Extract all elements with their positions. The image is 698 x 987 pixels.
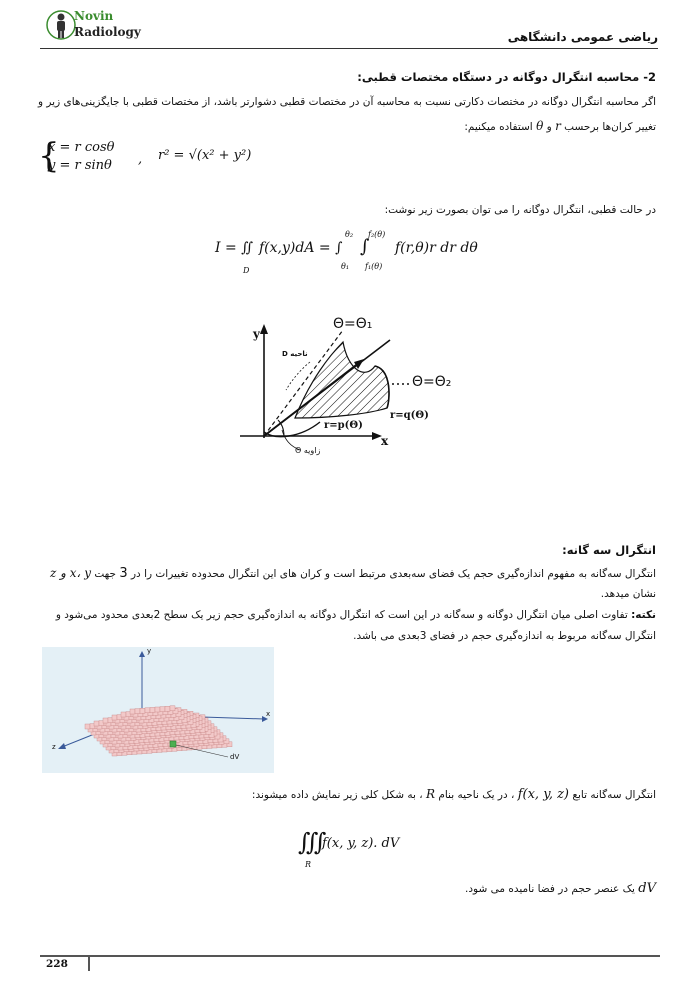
inner-integral-sign: ∫ — [360, 236, 370, 257]
label-rq: r=q(Θ) — [390, 410, 429, 421]
header-rule — [40, 48, 658, 49]
volume-cube — [135, 709, 140, 714]
y-axis-arrow — [260, 324, 268, 334]
volume-cube — [170, 706, 175, 711]
text-fragment: جهت — [94, 568, 117, 580]
label-theta1: Θ=Θ₁ — [333, 316, 373, 332]
volume-cube — [160, 707, 165, 712]
text-fragment: انتگرال سه‌گانه به مفهوم اندازه‌گیری حجم یک فضای سه‌بعدی مرتبط است و کران های این انتگرال محدوده تغییرات را در — [130, 568, 656, 580]
var-r: r — [555, 119, 561, 133]
lower-limit-theta1: θ₁ — [341, 262, 350, 271]
volume-cube — [121, 712, 126, 717]
hatched-region — [295, 342, 389, 418]
equation-x: x = r cosθ — [48, 140, 115, 155]
label-x: x — [381, 434, 389, 448]
logo — [46, 6, 156, 46]
volume-cube — [145, 708, 150, 713]
var-theta: θ — [536, 119, 544, 133]
integral-rhs: f(r,θ)r dr dθ — [395, 240, 478, 256]
book-title: ریاضی عمومی دانشگاهی — [507, 30, 658, 44]
volume-cube — [112, 715, 117, 720]
paragraph-line: نشان میدهد. — [600, 588, 656, 600]
polar-region-figure — [240, 310, 480, 470]
fig-label-z: z — [52, 743, 56, 751]
text-fragment: تغییر کران‌ها برحسب — [564, 121, 656, 133]
polar-diagram — [240, 310, 480, 470]
cube-stack — [85, 706, 232, 756]
paragraph-line — [36, 563, 656, 585]
text-fragment: 3 — [119, 566, 128, 581]
integral-subscript-d: D — [243, 266, 250, 275]
triple-subscript-r: R — [305, 860, 312, 869]
section-heading: 2- محاسبه انتگرال دوگانه در دستگاه مختصات قطبی: — [357, 70, 656, 84]
fig-label-dv: dV — [230, 753, 240, 761]
dv-line — [256, 878, 656, 900]
volume-cube — [140, 708, 145, 713]
lower-limit-f1: f₁(θ) — [365, 262, 383, 271]
triple-expr: f(x, y, z). dV — [322, 836, 400, 851]
note-line: انتگرال سه‌گانه مربوط به اندازه‌گیری حجم در فضای 3بعدی می باشد. — [353, 630, 656, 642]
volume-cube — [130, 709, 135, 714]
function-line — [56, 784, 656, 806]
integral-mid: f(x,y)dA = ∫ — [259, 240, 343, 256]
text-fragment: ، در یک ناحیه بنام — [438, 789, 515, 801]
equation-y: y = r sinθ — [48, 158, 112, 173]
text-fragment: تفاوت اصلی میان انتگرال دوگانه و سه‌گانه در این است که انتگرال دوگانه به اندازه‌گیری حجم زیر یک سطح 2بعدی محدود می‌شود و — [55, 609, 628, 621]
label-rp: r=p(Θ) — [324, 420, 363, 431]
paragraph-line — [56, 116, 656, 138]
vars-xyz: x، y و z — [50, 566, 92, 580]
func-expr: f(x, y, z) — [517, 787, 570, 802]
region-r: R — [425, 787, 436, 801]
label-theta2: Θ=Θ₂ — [412, 374, 452, 390]
z-axis-arrow — [58, 743, 66, 749]
note-line — [36, 605, 656, 626]
volume-cube — [85, 724, 90, 729]
fig-label-y: y — [147, 647, 152, 655]
upper-limit-f2: f₂(θ) — [368, 230, 386, 239]
integral-lhs: I = ∬ — [215, 240, 254, 256]
dv-var: dV — [638, 881, 656, 896]
brace: { — [38, 136, 60, 176]
text-fragment: انتگرال سه‌گانه تابع — [572, 789, 656, 801]
volume-cube — [94, 721, 99, 726]
text-fragment: یک عنصر حجم در فضا نامیده می شود. — [465, 883, 635, 895]
dv-cube — [170, 741, 176, 747]
triple-integral-sign: ∭ — [298, 828, 327, 856]
volume-cube — [103, 718, 108, 723]
equation-separator: , — [138, 152, 143, 167]
footer-rule — [40, 955, 660, 957]
triple-heading: انتگرال سه گانه: — [562, 543, 656, 557]
volume-cube — [155, 707, 160, 712]
logo-line2: Radiology — [74, 25, 141, 39]
note-label: نکته: — [631, 609, 656, 621]
label-angle: زاویه Θ — [295, 446, 321, 455]
fig-label-x: x — [266, 710, 271, 718]
footer-divider — [88, 955, 90, 971]
logo-line1: Novin — [74, 9, 114, 23]
upper-limit-theta2: θ₂ — [345, 230, 354, 239]
y-axis-arrow — [139, 651, 145, 657]
polar-text: در حالت قطبی، انتگرال دوگانه را می توان بصورت زیر نوشت: — [384, 204, 656, 216]
triple-integral-figure — [42, 647, 274, 773]
text-fragment: ، به شکل کلی زیر نمایش داده میشوند: — [251, 789, 423, 801]
text-fragment: استفاده میکنیم: — [464, 121, 533, 133]
region-leader-line — [286, 362, 310, 390]
volume-cube — [150, 707, 155, 712]
text-fragment: و — [546, 121, 552, 133]
logo-figure-icon — [46, 8, 76, 42]
page-number: 228 — [46, 958, 68, 970]
triple-integral-formula — [298, 826, 458, 872]
radius-arrowhead — [354, 359, 364, 369]
polar-integral — [215, 228, 515, 278]
label-region: ناحیه D — [282, 350, 308, 358]
paragraph-line: اگر محاسبه انتگرال دوگانه در مختصات دکارتی نسبت به محاسبه آن در مختصات قطبی دشوارتر باشد، از مختصات قطبی با جایگزینی‌های زیر و — [37, 96, 656, 108]
equation-r2: r² = √(x² + y²) — [158, 148, 252, 163]
label-y: y — [253, 327, 260, 341]
volume-cube — [165, 706, 170, 711]
